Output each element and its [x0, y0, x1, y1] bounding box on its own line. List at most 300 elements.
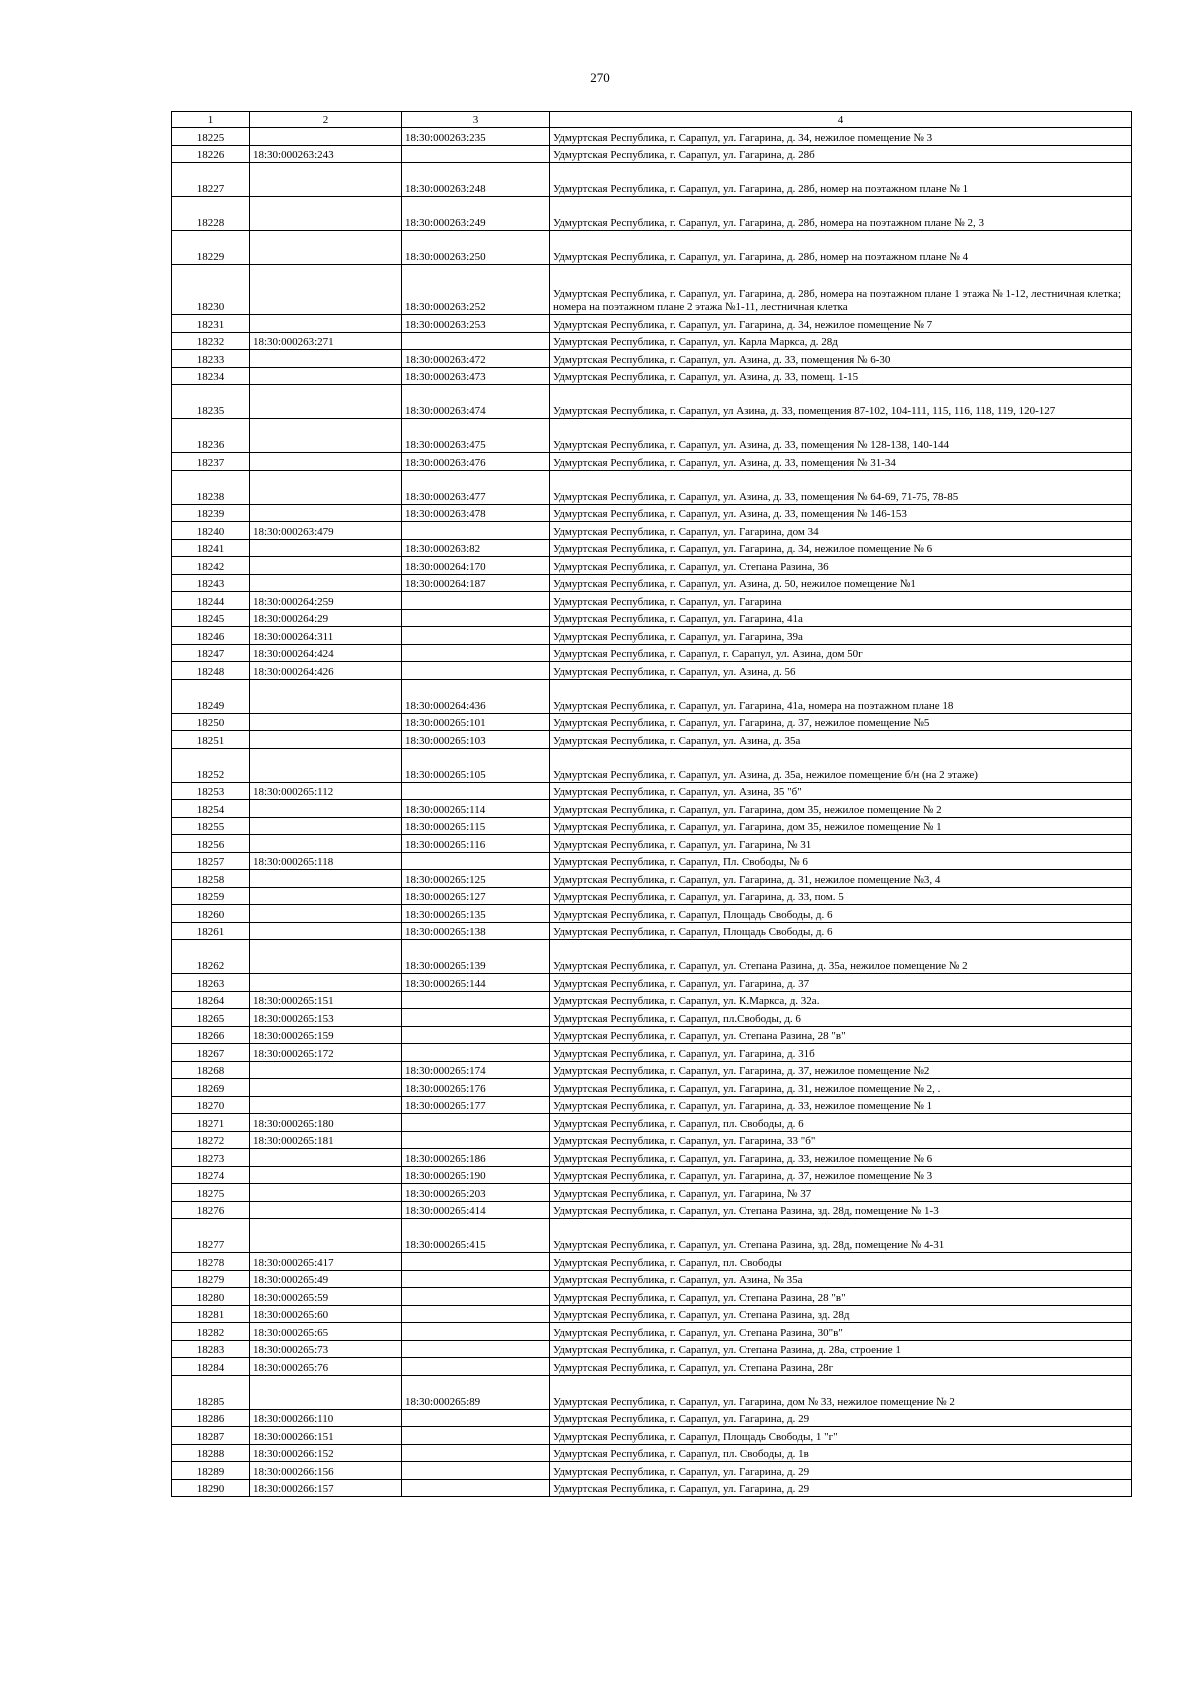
cadastral-number-cell [250, 128, 402, 146]
table-row [172, 1462, 1132, 1480]
address-cell: Удмуртская Республика, г. Сарапул, ул. Гагарина, д. 31, нежилое помещение №3, 4 [550, 870, 1132, 888]
table-row [172, 627, 1132, 645]
table-row [172, 522, 1132, 540]
cadastral-number-cell: 18:30:000264:311 [250, 627, 402, 645]
cadastral-number-cell: 18:30:000266:156 [250, 1462, 402, 1480]
cadastral-number-cell [250, 367, 402, 385]
table-row [172, 713, 1132, 731]
table-row [172, 1219, 1132, 1253]
cadastral-number-cell [250, 1184, 402, 1202]
address-cell: Удмуртская Республика, г. Сарапул, ул. Гагарина, д. 31б [550, 1044, 1132, 1062]
address-cell: Удмуртская Республика, г. Сарапул, ул. Гагарина, дом 35, нежилое помещение № 1 [550, 817, 1132, 835]
row-number-cell: 18284 [172, 1358, 250, 1376]
page-number: 270 [590, 70, 610, 85]
premises-cadastral-number-cell [402, 662, 550, 680]
row-number-cell: 18260 [172, 905, 250, 923]
address-cell: Удмуртская Республика, г. Сарапул, ул. Гагарина, № 37 [550, 1184, 1132, 1202]
row-number-cell: 18256 [172, 835, 250, 853]
premises-cadastral-number-cell: 18:30:000265:177 [402, 1096, 550, 1114]
cadastral-number-cell: 18:30:000265:180 [250, 1114, 402, 1132]
cadastral-number-cell: 18:30:000266:110 [250, 1409, 402, 1427]
row-number-cell: 18278 [172, 1253, 250, 1271]
premises-cadastral-number-cell [402, 1270, 550, 1288]
row-number-cell: 18283 [172, 1340, 250, 1358]
premises-cadastral-number-cell: 18:30:000265:414 [402, 1201, 550, 1219]
premises-cadastral-number-cell: 18:30:000263:477 [402, 470, 550, 504]
table-row [172, 1061, 1132, 1079]
premises-cadastral-number-cell: 18:30:000263:476 [402, 453, 550, 471]
table-row [172, 887, 1132, 905]
row-number-cell: 18228 [172, 197, 250, 231]
premises-cadastral-number-cell: 18:30:000265:116 [402, 835, 550, 853]
table-row [172, 574, 1132, 592]
table-row [172, 1270, 1132, 1288]
address-cell: Удмуртская Республика, г. Сарапул, ул. Гагарина, 39а [550, 627, 1132, 645]
cadastral-number-cell [250, 419, 402, 453]
address-cell: Удмуртская Республика, г. Сарапул, ул. Гагарина, 33 "б" [550, 1131, 1132, 1149]
premises-cadastral-number-cell [402, 852, 550, 870]
premises-cadastral-number-cell: 18:30:000264:170 [402, 557, 550, 575]
row-number-cell: 18265 [172, 1009, 250, 1027]
row-number-cell: 18229 [172, 231, 250, 265]
cadastral-number-cell [250, 231, 402, 265]
row-number-cell: 18252 [172, 748, 250, 782]
cadastral-number-cell [250, 870, 402, 888]
row-number-cell: 18262 [172, 940, 250, 974]
address-cell: Удмуртская Республика, г. Сарапул, ул. Азина, д. 50, нежилое помещение №1 [550, 574, 1132, 592]
premises-cadastral-number-cell [402, 1323, 550, 1341]
address-cell: Удмуртская Республика, г. Сарапул, ул. Гагарина, д. 28б [550, 145, 1132, 163]
cadastral-number-cell: 18:30:000264:426 [250, 662, 402, 680]
cadastral-number-cell [250, 1096, 402, 1114]
cadastral-number-cell [250, 1079, 402, 1097]
table-row [172, 748, 1132, 782]
premises-cadastral-number-cell: 18:30:000263:248 [402, 163, 550, 197]
premises-cadastral-number-cell [402, 1427, 550, 1445]
cadastral-number-cell: 18:30:000265:417 [250, 1253, 402, 1271]
table-row [172, 350, 1132, 368]
row-number-cell: 18232 [172, 332, 250, 350]
table-row [172, 922, 1132, 940]
table-row [172, 453, 1132, 471]
cadastral-number-cell [250, 748, 402, 782]
row-number-cell: 18226 [172, 145, 250, 163]
table-row [172, 1114, 1132, 1132]
premises-cadastral-number-cell: 18:30:000263:249 [402, 197, 550, 231]
row-number-cell: 18290 [172, 1479, 250, 1497]
premises-cadastral-number-cell: 18:30:000265:415 [402, 1219, 550, 1253]
premises-cadastral-number-cell: 18:30:000263:478 [402, 504, 550, 522]
premises-cadastral-number-cell [402, 1479, 550, 1497]
premises-cadastral-number-cell: 18:30:000265:101 [402, 713, 550, 731]
premises-cadastral-number-cell [402, 1253, 550, 1271]
table-row [172, 231, 1132, 265]
table-row [172, 315, 1132, 333]
table-row [172, 974, 1132, 992]
table-row [172, 1288, 1132, 1306]
row-number-cell: 18271 [172, 1114, 250, 1132]
table-row [172, 539, 1132, 557]
table-row [172, 940, 1132, 974]
premises-cadastral-number-cell [402, 1340, 550, 1358]
table-body [172, 128, 1132, 1497]
address-cell: Удмуртская Республика, г. Сарапул, ул. Степана Разина, зд. 28д, помещение № 4-31 [550, 1219, 1132, 1253]
row-number-cell: 18244 [172, 592, 250, 610]
cadastral-number-cell [250, 940, 402, 974]
premises-cadastral-number-cell [402, 522, 550, 540]
row-number-cell: 18248 [172, 662, 250, 680]
address-cell: Удмуртская Республика, г. Сарапул, Площадь Свободы, 1 "г" [550, 1427, 1132, 1445]
row-number-cell: 18272 [172, 1131, 250, 1149]
table-row [172, 1427, 1132, 1445]
table-row [172, 1149, 1132, 1167]
address-cell: Удмуртская Республика, г. Сарапул, ул. Азина, 35 "б" [550, 782, 1132, 800]
table-row [172, 817, 1132, 835]
cadastral-number-cell [250, 453, 402, 471]
cadastral-number-cell [250, 1219, 402, 1253]
table-row [172, 504, 1132, 522]
row-number-cell: 18246 [172, 627, 250, 645]
table-row [172, 835, 1132, 853]
address-cell: Удмуртская Республика, г. Сарапул, ул. Гагарина, д. 34, нежилое помещение № 7 [550, 315, 1132, 333]
premises-cadastral-number-cell: 18:30:000265:127 [402, 887, 550, 905]
address-cell: Удмуртская Республика, г. Сарапул, ул. Азина, № 35а [550, 1270, 1132, 1288]
row-number-cell: 18251 [172, 731, 250, 749]
address-cell: Удмуртская Республика, г. Сарапул, ул. Степана Разина, 30"в" [550, 1323, 1132, 1341]
address-cell: Удмуртская Республика, г. Сарапул, ул. Гагарина, д. 28б, номер на поэтажном плане № 4 [550, 231, 1132, 265]
row-number-cell: 18227 [172, 163, 250, 197]
table-row [172, 1201, 1132, 1219]
cadastral-number-cell [250, 974, 402, 992]
cadastral-number-cell: 18:30:000266:157 [250, 1479, 402, 1497]
address-cell: Удмуртская Республика, г. Сарапул, Площадь Свободы, д. 6 [550, 922, 1132, 940]
table-row [172, 731, 1132, 749]
table-row [172, 991, 1132, 1009]
cadastral-number-cell [250, 922, 402, 940]
premises-cadastral-number-cell [402, 1131, 550, 1149]
premises-cadastral-number-cell: 18:30:000265:203 [402, 1184, 550, 1202]
premises-cadastral-number-cell [402, 627, 550, 645]
row-number-cell: 18287 [172, 1427, 250, 1445]
row-number-cell: 18261 [172, 922, 250, 940]
row-number-cell: 18234 [172, 367, 250, 385]
premises-cadastral-number-cell [402, 1409, 550, 1427]
cadastral-number-cell: 18:30:000265:118 [250, 852, 402, 870]
premises-cadastral-number-cell: 18:30:000263:235 [402, 128, 550, 146]
premises-cadastral-number-cell [402, 592, 550, 610]
premises-cadastral-number-cell [402, 1026, 550, 1044]
cadastral-number-cell [250, 315, 402, 333]
premises-cadastral-number-cell [402, 644, 550, 662]
row-number-cell: 18253 [172, 782, 250, 800]
premises-cadastral-number-cell [402, 1288, 550, 1306]
cadastral-number-cell: 18:30:000266:152 [250, 1444, 402, 1462]
table-row [172, 1131, 1132, 1149]
cadastral-number-cell [250, 539, 402, 557]
cadastral-number-cell [250, 679, 402, 713]
table-row [172, 644, 1132, 662]
address-cell: Удмуртская Республика, г. Сарапул, ул. Степана Разина, 36 [550, 557, 1132, 575]
premises-cadastral-number-cell: 18:30:000265:115 [402, 817, 550, 835]
premises-cadastral-number-cell: 18:30:000264:436 [402, 679, 550, 713]
premises-cadastral-number-cell: 18:30:000265:103 [402, 731, 550, 749]
address-cell: Удмуртская Республика, г. Сарапул, ул. Гагарина, д. 37 [550, 974, 1132, 992]
table-row [172, 1479, 1132, 1497]
premises-cadastral-number-cell [402, 609, 550, 627]
address-cell: Удмуртская Республика, г. Сарапул, ул. К.Маркса, д. 32а. [550, 991, 1132, 1009]
address-cell: Удмуртская Республика, г. Сарапул, ул. Гагарина, дом 35, нежилое помещение № 2 [550, 800, 1132, 818]
row-number-cell: 18274 [172, 1166, 250, 1184]
table-row [172, 1323, 1132, 1341]
table-row [172, 592, 1132, 610]
table-row [172, 1009, 1132, 1027]
address-cell: Удмуртская Республика, г. Сарапул, ул. Гагарина, д. 29 [550, 1409, 1132, 1427]
column-header-1: 1 [172, 112, 250, 128]
row-number-cell: 18277 [172, 1219, 250, 1253]
column-header-4: 4 [550, 112, 1132, 128]
cadastral-number-cell [250, 350, 402, 368]
table-row [172, 1026, 1132, 1044]
table-row [172, 1096, 1132, 1114]
address-cell: Удмуртская Республика, г. Сарапул, пл. Свободы [550, 1253, 1132, 1271]
premises-cadastral-number-cell [402, 1305, 550, 1323]
premises-cadastral-number-cell: 18:30:000263:82 [402, 539, 550, 557]
cadastral-number-cell: 18:30:000265:159 [250, 1026, 402, 1044]
address-cell: Удмуртская Республика, г. Сарапул, пл. Свободы, д. 1в [550, 1444, 1132, 1462]
row-number-cell: 18245 [172, 609, 250, 627]
address-cell: Удмуртская Республика, г. Сарапул, ул. Гагарина, д. 37, нежилое помещение №2 [550, 1061, 1132, 1079]
premises-cadastral-number-cell: 18:30:000265:105 [402, 748, 550, 782]
row-number-cell: 18240 [172, 522, 250, 540]
row-number-cell: 18243 [172, 574, 250, 592]
row-number-cell: 18267 [172, 1044, 250, 1062]
table-row [172, 1253, 1132, 1271]
row-number-cell: 18275 [172, 1184, 250, 1202]
table-row [172, 557, 1132, 575]
address-cell: Удмуртская Республика, г. Сарапул, Пл. Свободы, № 6 [550, 852, 1132, 870]
cadastral-number-cell: 18:30:000263:271 [250, 332, 402, 350]
cadastral-number-cell [250, 197, 402, 231]
table-row [172, 1375, 1132, 1409]
address-cell: Удмуртская Республика, г. Сарапул, ул. Гагарина, дом 34 [550, 522, 1132, 540]
row-number-cell: 18279 [172, 1270, 250, 1288]
address-cell: Удмуртская Республика, г. Сарапул, ул. Гагарина, д. 33, пом. 5 [550, 887, 1132, 905]
row-number-cell: 18259 [172, 887, 250, 905]
row-number-cell: 18258 [172, 870, 250, 888]
table-row [172, 367, 1132, 385]
address-cell: Удмуртская Республика, г. Сарапул, ул. Гагарина, д. 31, нежилое помещение № 2, . [550, 1079, 1132, 1097]
premises-cadastral-number-cell: 18:30:000263:474 [402, 385, 550, 419]
cadastral-number-cell: 18:30:000265:49 [250, 1270, 402, 1288]
row-number-cell: 18231 [172, 315, 250, 333]
table-row [172, 1044, 1132, 1062]
address-cell: Удмуртская Республика, г. Сарапул, ул. Азина, д. 33, помещения № 64-69, 71-75, 78-85 [550, 470, 1132, 504]
premises-cadastral-number-cell: 18:30:000265:176 [402, 1079, 550, 1097]
row-number-cell: 18281 [172, 1305, 250, 1323]
cadastral-number-cell: 18:30:000264:29 [250, 609, 402, 627]
premises-cadastral-number-cell [402, 1114, 550, 1132]
address-cell: Удмуртская Республика, г. Сарапул, ул. Гагарина [550, 592, 1132, 610]
cadastral-number-cell [250, 1061, 402, 1079]
table-row [172, 800, 1132, 818]
cadastral-number-cell [250, 574, 402, 592]
row-number-cell: 18276 [172, 1201, 250, 1219]
address-cell: Удмуртская Республика, г. Сарапул, Площадь Свободы, д. 6 [550, 905, 1132, 923]
premises-cadastral-number-cell: 18:30:000263:472 [402, 350, 550, 368]
cadastral-number-cell: 18:30:000265:112 [250, 782, 402, 800]
cadastral-number-cell [250, 163, 402, 197]
row-number-cell: 18263 [172, 974, 250, 992]
premises-cadastral-number-cell: 18:30:000263:473 [402, 367, 550, 385]
premises-cadastral-number-cell: 18:30:000265:125 [402, 870, 550, 888]
cadastral-number-cell: 18:30:000266:151 [250, 1427, 402, 1445]
row-number-cell: 18289 [172, 1462, 250, 1480]
table-row [172, 1184, 1132, 1202]
address-cell: Удмуртская Республика, г. Сарапул, ул. Гагарина, д. 29 [550, 1462, 1132, 1480]
column-header-2: 2 [250, 112, 402, 128]
premises-cadastral-number-cell [402, 1009, 550, 1027]
cadastral-number-cell: 18:30:000264:424 [250, 644, 402, 662]
address-cell: Удмуртская Республика, г. Сарапул, г. Сарапул, ул. Азина, дом 50г [550, 644, 1132, 662]
premises-cadastral-number-cell: 18:30:000263:253 [402, 315, 550, 333]
cadastral-number-cell: 18:30:000264:259 [250, 592, 402, 610]
address-cell: Удмуртская Республика, г. Сарапул, ул. Гагарина, д. 28б, номер на поэтажном плане № 1 [550, 163, 1132, 197]
premises-cadastral-number-cell: 18:30:000265:114 [402, 800, 550, 818]
cadastral-number-cell: 18:30:000265:172 [250, 1044, 402, 1062]
table-row [172, 1305, 1132, 1323]
table-row [172, 1358, 1132, 1376]
cadastral-number-cell: 18:30:000265:65 [250, 1323, 402, 1341]
cadastral-number-cell [250, 817, 402, 835]
table-row [172, 145, 1132, 163]
address-cell: Удмуртская Республика, г. Сарапул, ул. Гагарина, д. 37, нежилое помещение №5 [550, 713, 1132, 731]
row-number-cell: 18254 [172, 800, 250, 818]
cadastral-number-cell [250, 731, 402, 749]
table-row [172, 197, 1132, 231]
address-cell: Удмуртская Республика, г. Сарапул, ул. Гагарина, дом № 33, нежилое помещение № 2 [550, 1375, 1132, 1409]
table-row [172, 870, 1132, 888]
cadastral-number-cell [250, 713, 402, 731]
premises-cadastral-number-cell [402, 1444, 550, 1462]
row-number-cell: 18264 [172, 991, 250, 1009]
premises-cadastral-number-cell: 18:30:000263:252 [402, 265, 550, 315]
premises-cadastral-number-cell [402, 1044, 550, 1062]
cadastral-number-cell: 18:30:000265:153 [250, 1009, 402, 1027]
table-row [172, 419, 1132, 453]
row-number-cell: 18247 [172, 644, 250, 662]
cadastral-number-cell [250, 905, 402, 923]
address-cell: Удмуртская Республика, г. Сарапул, ул. Азина, д. 56 [550, 662, 1132, 680]
address-cell: Удмуртская Республика, г. Сарапул, ул. Азина, д. 33, помещения № 31-34 [550, 453, 1132, 471]
cadastral-number-cell: 18:30:000265:76 [250, 1358, 402, 1376]
premises-cadastral-number-cell: 18:30:000265:89 [402, 1375, 550, 1409]
address-cell: Удмуртская Республика, г. Сарапул, пл.Свободы, д. 6 [550, 1009, 1132, 1027]
table-row [172, 265, 1132, 315]
address-cell: Удмуртская Республика, г. Сарапул, ул. Степана Разина, д. 28а, строение 1 [550, 1340, 1132, 1358]
premises-cadastral-number-cell: 18:30:000263:475 [402, 419, 550, 453]
cadastral-number-cell [250, 835, 402, 853]
table-row [172, 470, 1132, 504]
address-cell: Удмуртская Республика, г. Сарапул, ул. Гагарина, д. 34, нежилое помещение № 6 [550, 539, 1132, 557]
address-cell: Удмуртская Республика, г. Сарапул, ул Азина, д. 33, помещения 87-102, 104-111, 115, 116, 118, 119, 120-127 [550, 385, 1132, 419]
row-number-cell: 18286 [172, 1409, 250, 1427]
row-number-cell: 18257 [172, 852, 250, 870]
cadastral-number-cell: 18:30:000265:181 [250, 1131, 402, 1149]
row-number-cell: 18249 [172, 679, 250, 713]
premises-cadastral-number-cell [402, 991, 550, 1009]
row-number-cell: 18288 [172, 1444, 250, 1462]
cadastral-number-cell: 18:30:000263:479 [250, 522, 402, 540]
premises-cadastral-number-cell: 18:30:000265:138 [402, 922, 550, 940]
row-number-cell: 18236 [172, 419, 250, 453]
table-row [172, 782, 1132, 800]
address-cell: Удмуртская Республика, г. Сарапул, ул. Гагарина, д. 28б, номера на поэтажном плане № 2, 3 [550, 197, 1132, 231]
premises-cadastral-number-cell [402, 782, 550, 800]
address-cell: Удмуртская Республика, г. Сарапул, ул. Азина, д. 33, помещения № 128-138, 140-144 [550, 419, 1132, 453]
row-number-cell: 18285 [172, 1375, 250, 1409]
cadastral-number-cell: 18:30:000265:151 [250, 991, 402, 1009]
address-cell: Удмуртская Республика, г. Сарапул, ул. Степана Разина, 28 "в" [550, 1026, 1132, 1044]
row-number-cell: 18250 [172, 713, 250, 731]
row-number-cell: 18280 [172, 1288, 250, 1306]
table-row [172, 1340, 1132, 1358]
cadastral-number-cell [250, 1201, 402, 1219]
address-cell: Удмуртская Республика, г. Сарапул, ул. Гагарина, № 31 [550, 835, 1132, 853]
row-number-cell: 18241 [172, 539, 250, 557]
cadastral-number-cell [250, 1375, 402, 1409]
address-cell: Удмуртская Республика, г. Сарапул, ул. Азина, д. 33, помещения № 146-153 [550, 504, 1132, 522]
premises-cadastral-number-cell [402, 332, 550, 350]
premises-cadastral-number-cell: 18:30:000265:186 [402, 1149, 550, 1167]
address-cell: Удмуртская Республика, г. Сарапул, ул. Степана Разина, д. 35а, нежилое помещение № 2 [550, 940, 1132, 974]
row-number-cell: 18238 [172, 470, 250, 504]
cadastral-number-cell: 18:30:000265:60 [250, 1305, 402, 1323]
cadastral-number-cell [250, 1149, 402, 1167]
premises-cadastral-number-cell: 18:30:000265:174 [402, 1061, 550, 1079]
premises-cadastral-number-cell: 18:30:000265:135 [402, 905, 550, 923]
address-cell: Удмуртская Республика, г. Сарапул, пл. Свободы, д. 6 [550, 1114, 1132, 1132]
address-cell: Удмуртская Республика, г. Сарапул, ул. Гагарина, д. 28б, номера на поэтажном плане 1 этажа № 1-12, лестничная клетка; номера на поэтажном плане 2 этажа №1-11, лестничная клетка [550, 265, 1132, 315]
address-cell: Удмуртская Республика, г. Сарапул, ул. Гагарина, д. 33, нежилое помещение № 6 [550, 1149, 1132, 1167]
row-number-cell: 18268 [172, 1061, 250, 1079]
row-number-cell: 18270 [172, 1096, 250, 1114]
table-row [172, 905, 1132, 923]
registry-table [171, 111, 1132, 1497]
address-cell: Удмуртская Республика, г. Сарапул, ул. Степана Разина, 28г [550, 1358, 1132, 1376]
address-cell: Удмуртская Республика, г. Сарапул, ул. Азина, д. 35а, нежилое помещение б/н (на 2 этаже) [550, 748, 1132, 782]
table-row [172, 332, 1132, 350]
premises-cadastral-number-cell: 18:30:000263:250 [402, 231, 550, 265]
column-header-3: 3 [402, 112, 550, 128]
premises-cadastral-number-cell [402, 1462, 550, 1480]
row-number-cell: 18266 [172, 1026, 250, 1044]
row-number-cell: 18237 [172, 453, 250, 471]
row-number-cell: 18239 [172, 504, 250, 522]
cadastral-number-cell [250, 265, 402, 315]
table-row [172, 385, 1132, 419]
cadastral-number-cell [250, 385, 402, 419]
address-cell: Удмуртская Республика, г. Сарапул, ул. Гагарина, д. 33, нежилое помещение № 1 [550, 1096, 1132, 1114]
cadastral-number-cell [250, 800, 402, 818]
address-cell: Удмуртская Республика, г. Сарапул, ул. Степана Разина, зд. 28д, помещение № 1-3 [550, 1201, 1132, 1219]
table-header [172, 112, 1132, 128]
table-row [172, 1444, 1132, 1462]
row-number-cell: 18233 [172, 350, 250, 368]
address-cell: Удмуртская Республика, г. Сарапул, ул. Гагарина, д. 34, нежилое помещение № 3 [550, 128, 1132, 146]
cadastral-number-cell: 18:30:000263:243 [250, 145, 402, 163]
row-number-cell: 18225 [172, 128, 250, 146]
cadastral-number-cell [250, 470, 402, 504]
